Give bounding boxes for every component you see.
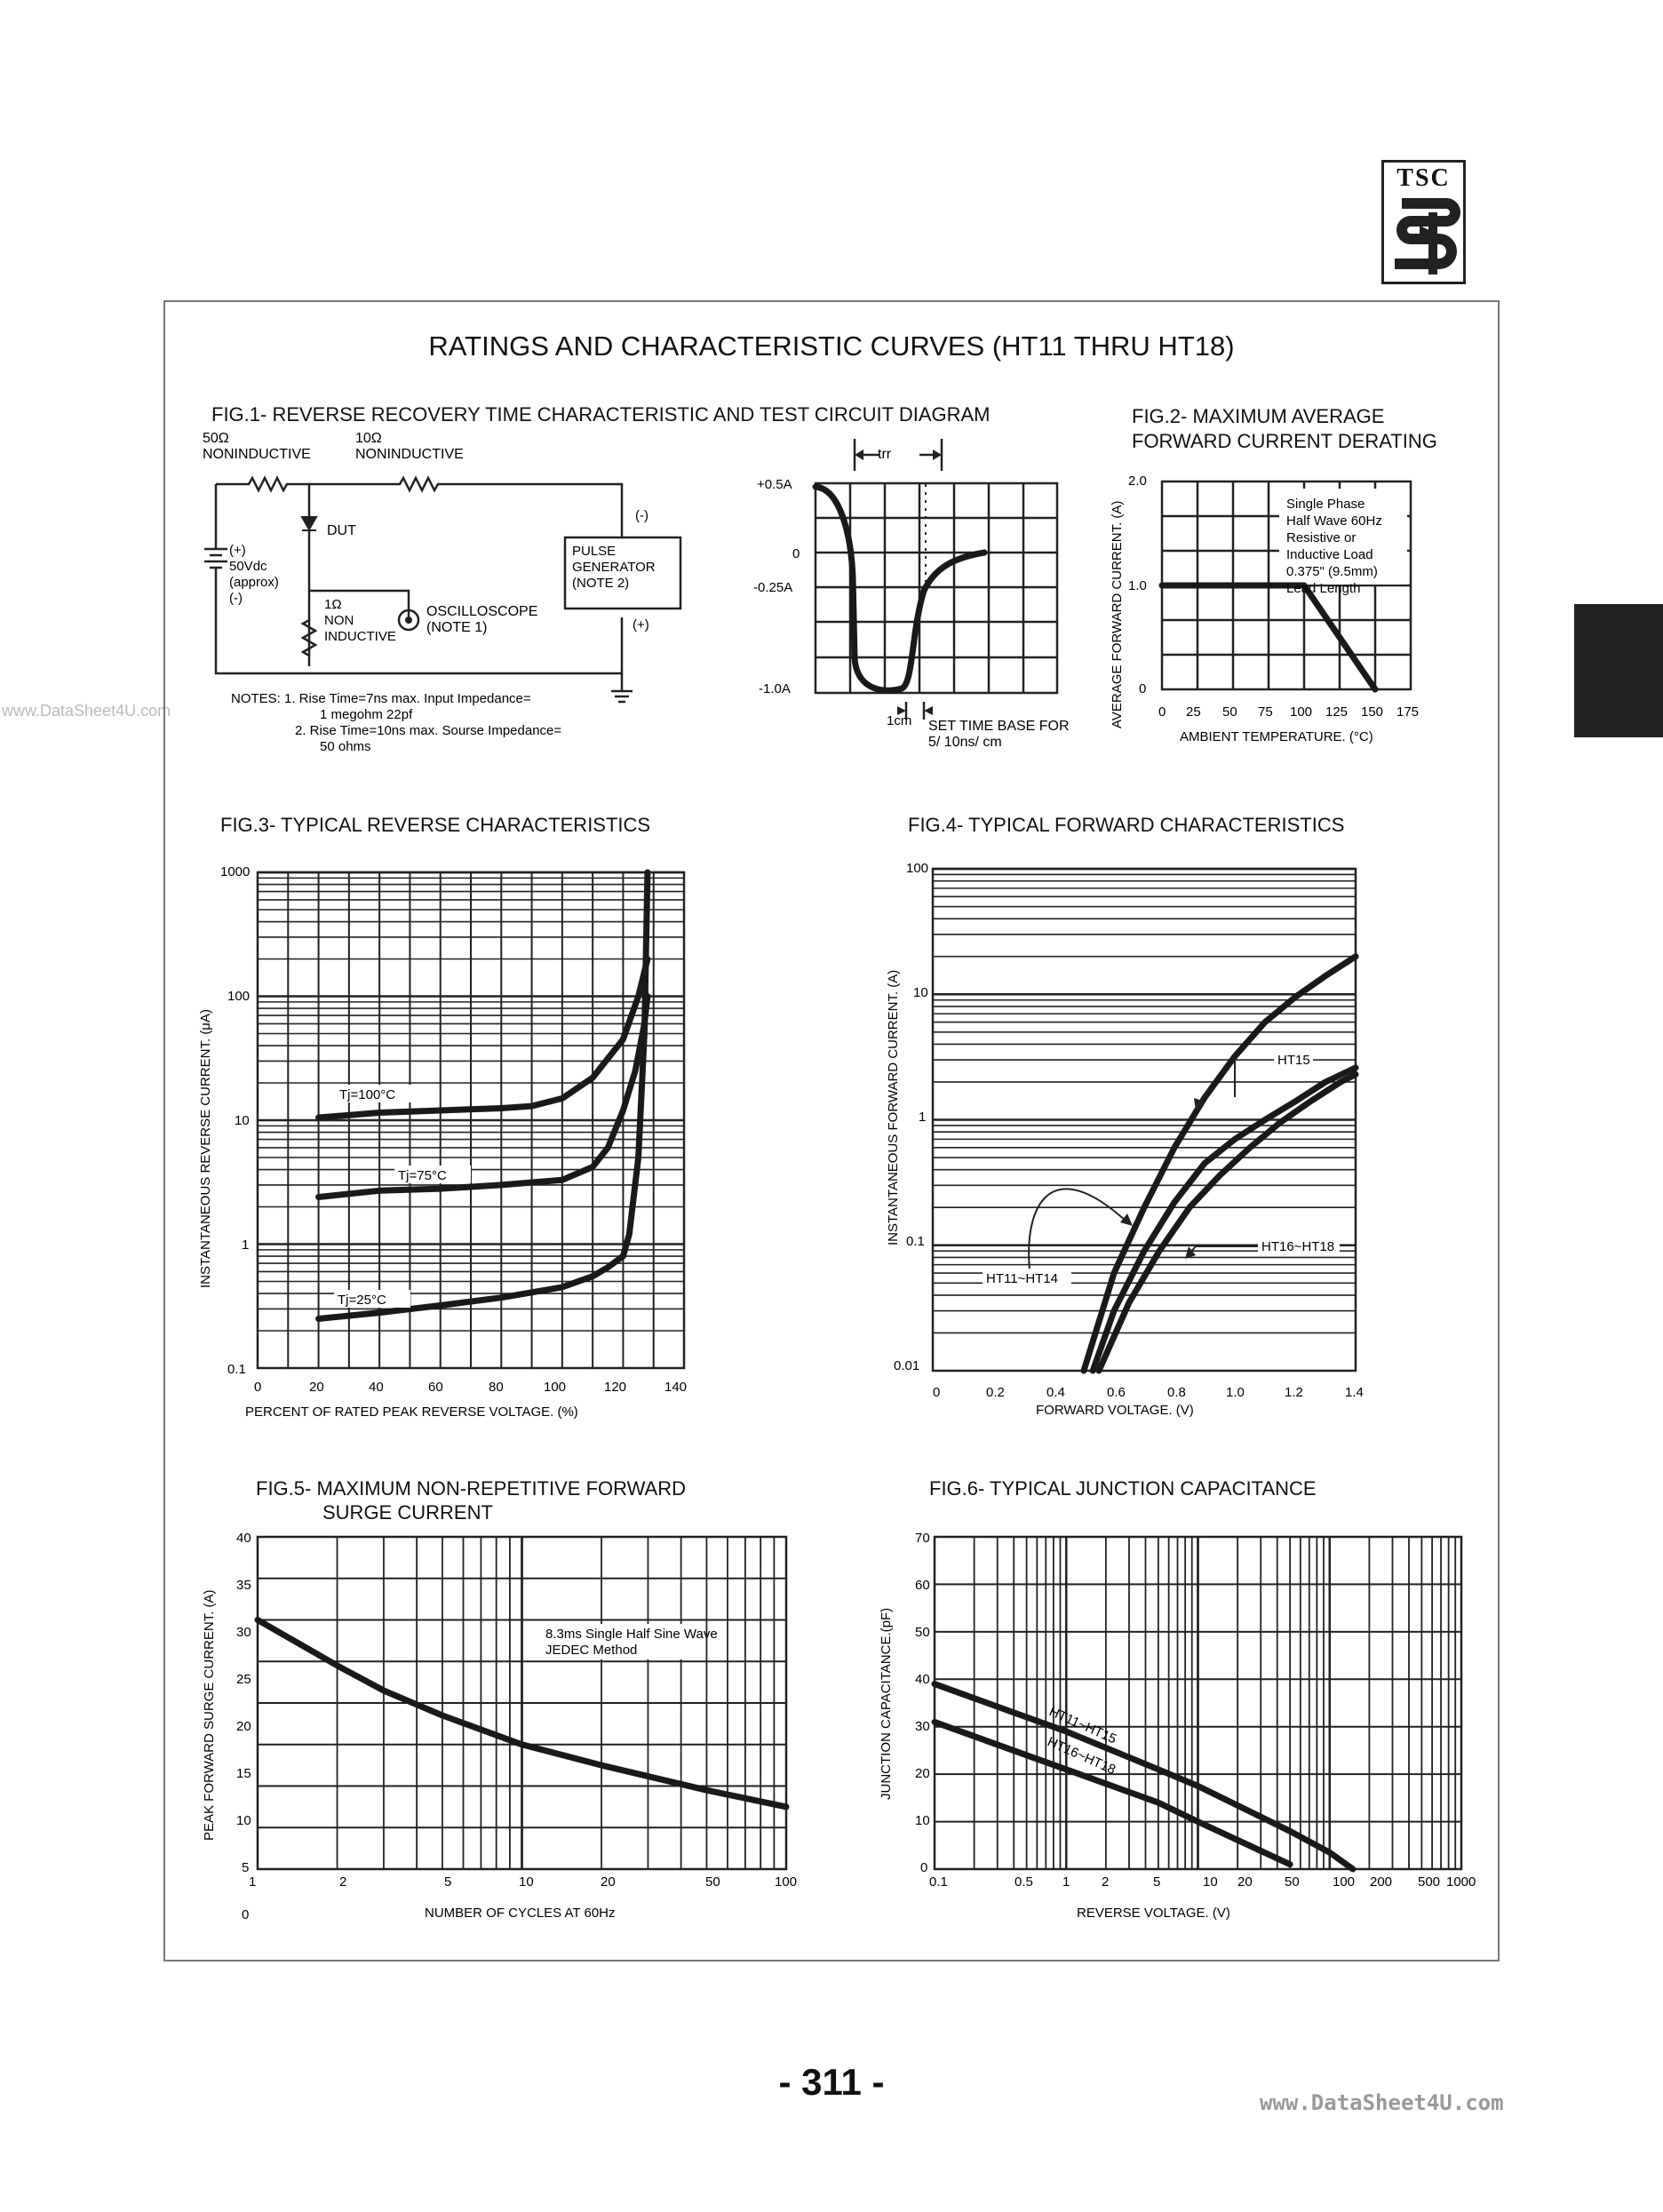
fig3-ylabel: INSTANTANEOUS REVERSE CURRENT. (μA): [198, 1009, 213, 1288]
fig6-xtick-500: 500: [1418, 1874, 1441, 1890]
pg-minus: (-): [635, 508, 648, 523]
fig5-ytick-35: 35: [236, 1578, 251, 1593]
fig5-xtick-5: 5: [444, 1874, 452, 1890]
fig3-xlabel: PERCENT OF RATED PEAK REVERSE VOLTAGE. (%): [245, 1404, 578, 1420]
fig6-ytick-60: 60: [915, 1578, 930, 1593]
fig2-xtick-25: 25: [1186, 704, 1201, 720]
fig4-label-ht16-18: HT16~HT18: [1261, 1239, 1335, 1254]
fig5-grid: [258, 1537, 786, 1869]
fig5-ytick-10: 10: [236, 1813, 251, 1828]
fig6-ylabel: JUNCTION CAPACITANCE.(pF): [879, 1607, 894, 1800]
fig5-xlabel: NUMBER OF CYCLES AT 60Hz: [425, 1906, 616, 1921]
fig1-scope: [746, 435, 1102, 764]
fig5-ytick-30: 30: [236, 1625, 251, 1640]
fig6-title: FIG.6- TYPICAL JUNCTION CAPACITANCE: [929, 1477, 1317, 1500]
fig4-chart: [879, 853, 1395, 1421]
fig5-title-l2: SURGE CURRENT: [322, 1501, 493, 1524]
fig2-ytick-2: 2.0: [1128, 473, 1147, 489]
scope-1cm: 1cm: [887, 713, 912, 728]
fig6-ytick-10: 10: [915, 1813, 930, 1828]
fig6-label-ht11-15: HT11~HT15: [1046, 1704, 1119, 1747]
scope-trr: trr: [878, 447, 892, 462]
fig6-ytick-40: 40: [915, 1672, 930, 1687]
scope-tb-l2: 5/ 10ns/ cm: [928, 735, 1002, 750]
fig4-grid: [933, 869, 1356, 1371]
fig6-xtick-05: 0.5: [1015, 1874, 1033, 1890]
page-number: - 311 -: [778, 2061, 885, 2103]
fig4-xtick-02: 0.2: [986, 1385, 1005, 1400]
logo-mark: [1384, 195, 1463, 283]
fig3-ytick-100: 100: [227, 989, 251, 1004]
scope-l-m025: -0.25A: [753, 580, 793, 595]
fig6-xtick-100: 100: [1333, 1874, 1356, 1890]
fig2-xtick-0: 0: [1158, 704, 1166, 720]
r1-value: 50Ω: [203, 431, 229, 446]
fig2-ann-l5: 0.375" (9.5mm): [1286, 564, 1378, 579]
fig6-xtick-20: 20: [1237, 1874, 1253, 1890]
fig6-xlabel: REVERSE VOLTAGE. (V): [1077, 1906, 1230, 1921]
fig6-ytick-20: 20: [915, 1766, 930, 1781]
fig3-xtick-0: 0: [254, 1380, 262, 1395]
fig2-title-l1: FIG.2- MAXIMUM AVERAGE: [1132, 405, 1385, 427]
scope-l-m1: -1.0A: [759, 681, 791, 696]
pg-l3: (NOTE 2): [572, 576, 630, 591]
notes-l4: 50 ohms: [320, 739, 371, 754]
fig6-xtick-2: 2: [1102, 1874, 1110, 1890]
fig2-xtick-175: 175: [1396, 704, 1420, 720]
fig5-xtick-20: 20: [601, 1874, 616, 1890]
source-l1: (+): [229, 543, 246, 558]
fig6-xtick-200: 200: [1370, 1874, 1393, 1890]
pg-plus: (+): [633, 617, 649, 633]
fig6-xtick-1: 1: [1062, 1874, 1070, 1890]
fig5-ytick-40: 40: [236, 1531, 251, 1546]
fig5-xtick-2: 2: [339, 1874, 347, 1890]
fig4-xtick-14: 1.4: [1345, 1385, 1364, 1400]
r3-l2: NON: [324, 613, 354, 628]
fig4-curve-2: [1093, 1068, 1356, 1371]
fig6-label-ht16-18: HT16~HT18: [1045, 1734, 1118, 1778]
fig1-circuit: [178, 426, 728, 764]
fig5-ytick-15: 15: [236, 1766, 251, 1781]
fig3-ytick-1: 1: [242, 1237, 250, 1253]
fig3-xtick-140: 140: [664, 1380, 688, 1395]
r3-l1: 1Ω: [324, 597, 342, 612]
fig5-xtick-100: 100: [775, 1874, 798, 1890]
fig2-xtick-75: 75: [1258, 704, 1273, 720]
fig3-ytick-10: 10: [235, 1113, 250, 1128]
scope-l-0: 0: [792, 546, 800, 561]
fig4-xtick-0: 0: [933, 1385, 941, 1400]
fig3-xtick-80: 80: [489, 1380, 504, 1395]
dut-label: DUT: [327, 523, 356, 538]
fig5-chart: [187, 1524, 808, 1924]
watermark-left: www.DataSheet4U.com: [2, 702, 171, 720]
pg-l2: GENERATOR: [572, 560, 656, 575]
fig2-ylabel: AVERAGE FORWARD CURRENT. (A): [1110, 500, 1125, 728]
fig4-xtick-06: 0.6: [1107, 1385, 1126, 1400]
fig4-ytick-01: 0.1: [906, 1234, 925, 1249]
fig5-xtick-50: 50: [705, 1874, 720, 1890]
fig3-ytick-01: 0.1: [227, 1362, 246, 1377]
fig4-label-ht11-14: HT11~HT14: [986, 1271, 1059, 1286]
fig3-label-1: Tj=100°C: [339, 1087, 396, 1102]
r2-value: 10Ω: [355, 431, 382, 446]
fig3-xtick-20: 20: [309, 1380, 324, 1395]
fig3-label-3: Tj=25°C: [338, 1293, 386, 1308]
source-l4: (-): [229, 591, 243, 606]
fig6-xtick-1000: 1000: [1446, 1874, 1476, 1890]
fig2-ann-l1: Single Phase: [1286, 497, 1365, 512]
fig2-ann-l3: Resistive or: [1286, 530, 1357, 545]
fig4-ylabel: INSTANTANEOUS FORWARD CURRENT. (A): [886, 969, 901, 1245]
notes-l2: 1 megohm 22pf: [320, 707, 413, 722]
fig3-xtick-40: 40: [369, 1380, 384, 1395]
fig6-xtick-5: 5: [1153, 1874, 1161, 1890]
fig6-xtick-10: 10: [1203, 1874, 1218, 1890]
scope-tb-l1: SET TIME BASE FOR: [928, 719, 1070, 734]
page-title: RATINGS AND CHARACTERISTIC CURVES (HT11 THRU HT18): [428, 330, 1235, 362]
fig5-ytick-25: 25: [236, 1672, 251, 1687]
fig2-xlabel: AMBIENT TEMPERATURE. (°C): [1180, 729, 1373, 744]
fig2-chart: [1091, 462, 1428, 764]
source-l2: 50Vdc: [229, 559, 267, 574]
fig2-ytick-1: 1.0: [1128, 578, 1147, 593]
fig5-xtick-1: 1: [249, 1874, 257, 1890]
pg-l1: PULSE: [572, 544, 617, 559]
tsc-logo: [1381, 160, 1466, 284]
fig4-xlabel: FORWARD VOLTAGE. (V): [1036, 1403, 1194, 1418]
fig4-ytick-100: 100: [906, 861, 929, 876]
fig4-curves: [1084, 957, 1356, 1371]
fig2-xtick-50: 50: [1222, 704, 1237, 720]
r3-l3: INDUCTIVE: [324, 629, 396, 644]
fig2-ytick-0: 0: [1139, 681, 1147, 696]
fig2-ann-l4: Inductive Load: [1286, 547, 1373, 562]
notes-l1: NOTES: 1. Rise Time=7ns max. Input Impedance=: [231, 691, 531, 706]
fig3-title: FIG.3- TYPICAL REVERSE CHARACTERISTICS: [220, 814, 651, 836]
scope-l-p05: +0.5A: [757, 477, 792, 492]
scope-l1: OSCILLOSCOPE: [426, 604, 538, 619]
fig1-title: FIG.1- REVERSE RECOVERY TIME CHARACTERISTIC AND TEST CIRCUIT DIAGRAM: [211, 403, 991, 426]
logo-text: TSC: [1396, 164, 1451, 192]
fig5-ytick-5: 5: [242, 1860, 250, 1875]
section-tab: [1574, 604, 1663, 737]
fig3-chart: [187, 853, 720, 1421]
fig4-xtick-10: 1.0: [1226, 1385, 1245, 1400]
fig2-ann-l2: Half Wave 60Hz: [1286, 513, 1382, 529]
fig6-chart: [871, 1524, 1492, 1924]
fig6-ytick-30: 30: [915, 1719, 930, 1734]
fig6-ytick-70: 70: [915, 1531, 930, 1546]
fig3-curves: [319, 872, 648, 1319]
fig4-ytick-1: 1: [919, 1110, 927, 1125]
fig5-title-l1: FIG.5- MAXIMUM NON-REPETITIVE FORWARD: [256, 1477, 687, 1500]
fig3-xtick-120: 120: [604, 1380, 627, 1395]
fig2-xtick-100: 100: [1290, 704, 1313, 720]
fig6-ytick-0: 0: [920, 1860, 928, 1875]
r2-desc: NONINDUCTIVE: [355, 447, 464, 462]
fig2-title-l2: FORWARD CURRENT DERATING: [1132, 430, 1437, 452]
fig5-ann-l2: JEDEC Method: [545, 1643, 638, 1658]
fig2-ann-l6: Lead Length: [1286, 581, 1361, 596]
fig5-ytick-20: 20: [236, 1719, 251, 1734]
notes-l3: 2. Rise Time=10ns max. Sourse Impedance=: [295, 723, 562, 738]
fig4-label-ht15: HT15: [1277, 1053, 1310, 1068]
fig4-xtick-08: 0.8: [1167, 1385, 1186, 1400]
fig5-xtick-10: 10: [519, 1874, 534, 1890]
fig6-ytick-50: 50: [915, 1625, 930, 1640]
fig3-xtick-100: 100: [544, 1380, 567, 1395]
scope-l2: (NOTE 1): [426, 620, 488, 635]
fig4-title: FIG.4- TYPICAL FORWARD CHARACTERISTICS: [908, 814, 1345, 836]
fig3-xtick-60: 60: [428, 1380, 443, 1395]
fig5-ann-l1: 8.3ms Single Half Sine Wave: [545, 1627, 718, 1642]
fig6-xtick-01: 0.1: [929, 1874, 948, 1890]
fig5-ytick-0: 0: [242, 1907, 250, 1922]
fig2-xtick-125: 125: [1325, 704, 1349, 720]
fig4-xtick-04: 0.4: [1046, 1385, 1065, 1400]
fig3-label-2: Tj=75°C: [398, 1168, 447, 1183]
fig5-ylabel: PEAK FORWARD SURGE CURRENT. (A): [202, 1589, 217, 1841]
r1-desc: NONINDUCTIVE: [203, 447, 311, 462]
fig3-ytick-1000: 1000: [220, 864, 251, 879]
fig4-ytick-001: 0.01: [894, 1358, 920, 1373]
source-l3: (approx): [229, 575, 279, 590]
fig2-xtick-150: 150: [1361, 704, 1384, 720]
fig6-xtick-50: 50: [1285, 1874, 1300, 1890]
fig4-xtick-12: 1.2: [1285, 1385, 1303, 1400]
fig4-ytick-10: 10: [913, 985, 928, 1000]
watermark-bottom: www.DataSheet4U.com: [1260, 2090, 1504, 2115]
